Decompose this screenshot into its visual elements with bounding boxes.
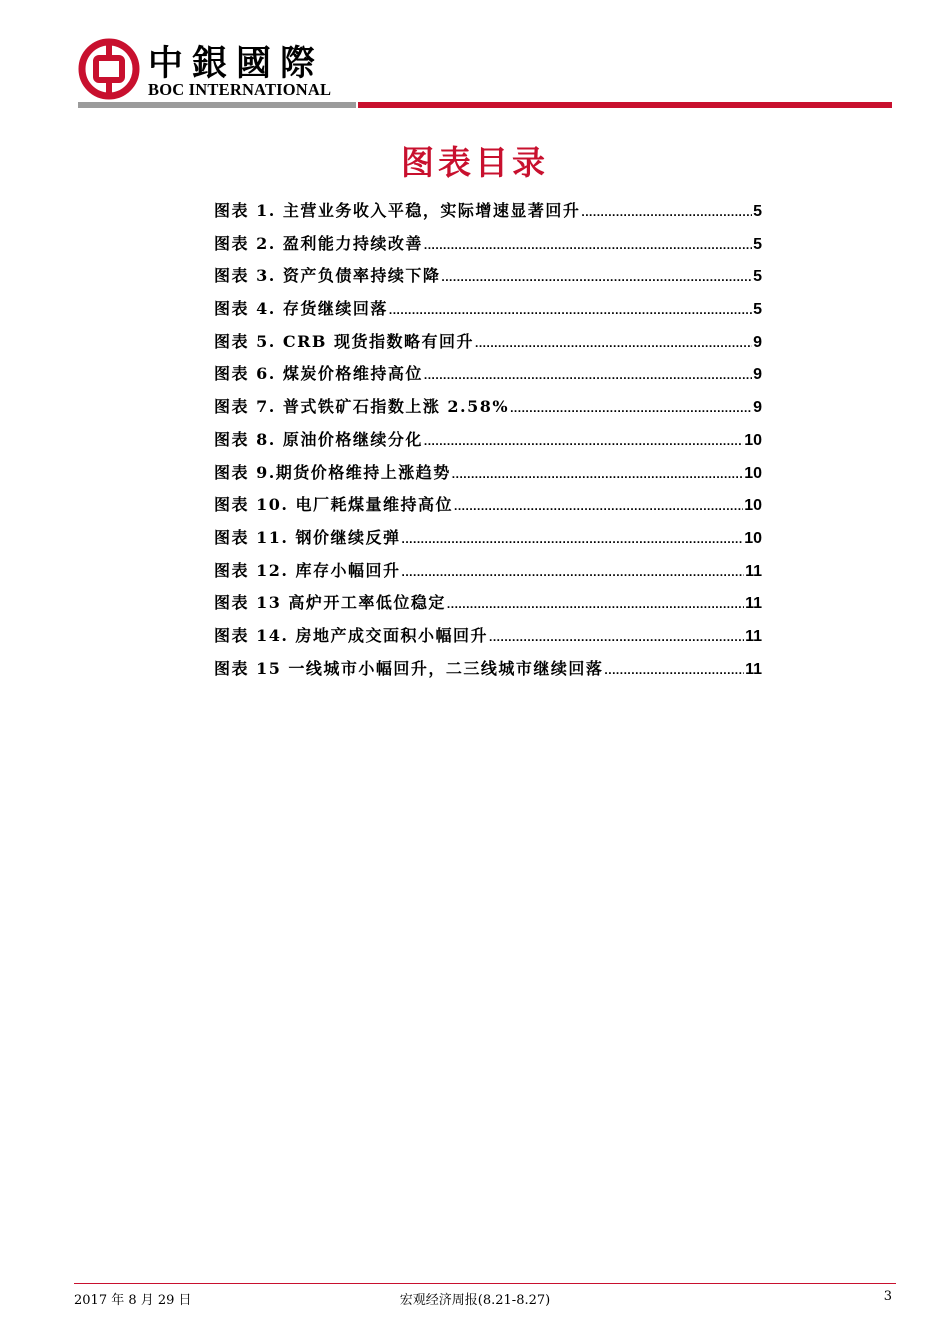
page-header xyxy=(78,38,892,110)
toc-entry-label: 图表 11. 钢价继续反弹 xyxy=(214,527,401,547)
toc-leader-dots xyxy=(389,294,752,327)
toc-entry-label: 图表 3. 资产负债率持续下降 xyxy=(214,266,441,286)
toc-entry[interactable] xyxy=(214,260,762,293)
toc-entry-label: 图表 1. 主营业务收入平稳，实际增速显著回升 xyxy=(214,201,581,220)
toc-entry-label: 图表 8. 原油价格继续分化 xyxy=(214,429,423,449)
toc-entry[interactable] xyxy=(214,293,762,326)
toc-leader-dots xyxy=(447,588,744,621)
toc-entry-page: 11 xyxy=(745,660,762,678)
toc-entry-label: 图表 10. 电厂耗煤量维持高位 xyxy=(214,495,453,515)
header-rule-gray xyxy=(78,102,356,108)
toc-list xyxy=(214,195,762,685)
toc-entry-label: 图表 7. 普式铁矿石指数上涨 2.58% xyxy=(214,397,510,417)
toc-entry-label: 图表 13 高炉开工率低位稳定 xyxy=(214,593,446,613)
toc-entry-page: 9 xyxy=(753,399,762,417)
toc-entry-page: 5 xyxy=(753,268,762,286)
toc-entry[interactable] xyxy=(214,555,762,588)
toc-leader-dots xyxy=(401,523,743,556)
toc-entry[interactable] xyxy=(214,195,762,228)
toc-entry-page: 11 xyxy=(745,627,762,645)
toc-entry[interactable] xyxy=(214,489,762,522)
toc-entry-page: 9 xyxy=(753,366,762,384)
toc-entry[interactable] xyxy=(214,653,762,686)
toc-entry-label: 图表 15 一线城市小幅回升，二三线城市继续回落 xyxy=(214,658,604,678)
toc-entry-page: 10 xyxy=(744,464,762,482)
toc-entry-label: 图表 2. 盈利能力持续改善 xyxy=(214,233,423,253)
toc-entry[interactable] xyxy=(214,620,762,653)
toc-leader-dots xyxy=(401,556,744,589)
toc-leader-dots xyxy=(604,654,744,687)
toc-entry[interactable] xyxy=(214,457,762,490)
toc-entry-page: 11 xyxy=(745,562,762,580)
toc-leader-dots xyxy=(581,196,752,229)
toc-leader-dots xyxy=(489,621,744,654)
toc-entry-label: 图表 4. 存货继续回落 xyxy=(214,299,388,319)
toc-entry-label: 图表 12. 库存小幅回升 xyxy=(214,560,401,580)
footer-page-number: 3 xyxy=(883,1289,892,1304)
toc-entry[interactable] xyxy=(214,228,762,261)
toc-entry-label: 图表 6. 煤炭价格维持高位 xyxy=(214,364,423,384)
toc-entry-page: 9 xyxy=(753,333,762,351)
toc-leader-dots xyxy=(441,261,752,294)
toc-leader-dots xyxy=(510,392,752,425)
toc-entry-page: 5 xyxy=(753,301,762,319)
toc-entry[interactable] xyxy=(214,358,762,391)
toc-entry-label: 图表 5. CRB 现货指数略有回升 xyxy=(214,331,474,351)
toc-entry-page: 5 xyxy=(753,235,762,253)
toc-leader-dots xyxy=(424,425,743,458)
footer-report-title: 宏观经济周报(8.21-8.27) xyxy=(399,1293,551,1308)
toc-entry-page: 10 xyxy=(744,431,762,449)
toc-leader-dots xyxy=(452,458,743,491)
toc-entry-page: 5 xyxy=(753,203,762,220)
boc-logo-icon xyxy=(78,38,140,100)
toc-entry[interactable] xyxy=(214,391,762,424)
header-rule-red xyxy=(358,102,892,108)
toc-leader-dots xyxy=(475,327,752,360)
toc-leader-dots xyxy=(454,490,743,523)
toc-title: 图表目录 xyxy=(401,143,549,182)
toc-leader-dots xyxy=(424,229,752,262)
footer-date: 2017 年 8 月 29 日 xyxy=(74,1293,192,1308)
toc-entry[interactable] xyxy=(214,326,762,359)
toc-entry[interactable] xyxy=(214,424,762,457)
toc-entry-page: 11 xyxy=(745,595,762,613)
toc-leader-dots xyxy=(424,359,752,392)
toc-entry-page: 10 xyxy=(744,497,762,515)
footer-rule xyxy=(74,1283,896,1284)
toc-entry[interactable] xyxy=(214,522,762,555)
toc-entry-page: 10 xyxy=(744,529,762,547)
toc-entry-label: 图表 14. 房地产成交面积小幅回升 xyxy=(214,625,488,645)
toc-entry[interactable] xyxy=(214,587,762,620)
company-name-cn: 中銀國際 xyxy=(148,43,325,84)
company-name-en: BOC INTERNATIONAL xyxy=(148,80,332,99)
toc-entry-label: 图表 9.期货价格维持上涨趋势 xyxy=(214,462,451,482)
